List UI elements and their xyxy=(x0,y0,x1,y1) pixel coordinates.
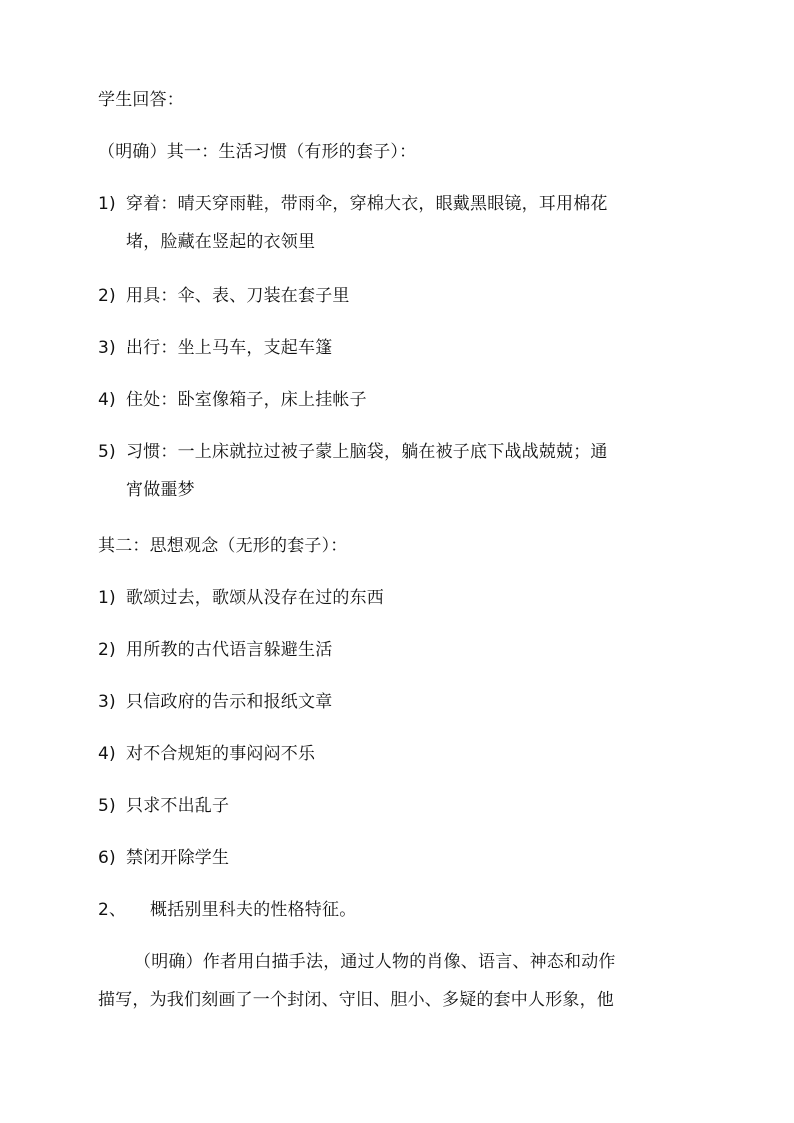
part2-title: 其二：思想观念（无形的套子）： xyxy=(98,536,348,556)
list-item xyxy=(98,691,332,713)
item-text: 穿着：晴天穿雨鞋，带雨伞，穿棉大衣，眼戴黑眼镜，耳用棉花 xyxy=(126,194,608,214)
list-item xyxy=(98,639,332,661)
item-number: 6) xyxy=(98,848,116,868)
item-text: 只信政府的告示和报纸文章 xyxy=(126,692,333,712)
item-text: 歌颂过去，歌颂从没存在过的东西 xyxy=(126,588,384,608)
item-number: 1) xyxy=(98,588,116,608)
item-continuation: 宵做噩梦 xyxy=(126,480,195,500)
question-text: 概括别里科夫的性格特征。 xyxy=(150,900,357,920)
list-item xyxy=(98,441,608,463)
item-text: 习惯：一上床就拉过被子蒙上脑袋，躺在被子底下战战兢兢；通 xyxy=(126,442,608,462)
list-item xyxy=(98,743,315,765)
list-item xyxy=(98,337,332,359)
part1-title: （明确）其一：生活习惯（有形的套子）： xyxy=(98,142,417,162)
item-text: 用具：伞、表、刀装在套子里 xyxy=(126,286,350,306)
item-text: 只求不出乱子 xyxy=(126,796,230,816)
item-number: 4) xyxy=(98,390,116,410)
item-number: 3) xyxy=(98,338,116,358)
item-number: 4) xyxy=(98,744,116,764)
item-text: 出行：坐上马车，支起车篷 xyxy=(126,338,333,358)
list-item xyxy=(98,285,350,307)
list-item xyxy=(98,587,384,609)
item-number: 3) xyxy=(98,692,116,712)
item-number: 2) xyxy=(98,640,116,660)
item-text: 对不合规矩的事闷闷不乐 xyxy=(126,744,316,764)
question-number: 2、 xyxy=(98,900,127,920)
list-item xyxy=(98,389,367,411)
item-number: 1) xyxy=(98,194,116,214)
item-text: 禁闭开除学生 xyxy=(126,848,230,868)
answer-line-1: （明确）作者用白描手法，通过人物的肖像、语言、神态和动作 xyxy=(134,952,616,972)
item-text: 住处：卧室像箱子，床上挂帐子 xyxy=(126,390,367,410)
list-item xyxy=(98,795,229,817)
question-2 xyxy=(98,899,356,921)
heading: 学生回答： xyxy=(98,90,184,110)
item-continuation: 堵，脸藏在竖起的衣领里 xyxy=(126,232,316,252)
item-text: 用所教的古代语言躲避生活 xyxy=(126,640,333,660)
item-number: 5) xyxy=(98,796,116,816)
list-item xyxy=(98,847,229,869)
item-number: 2) xyxy=(98,286,116,306)
list-item xyxy=(98,193,608,215)
answer-line-2: 描写，为我们刻画了一个封闭、守旧、胆小、多疑的套中人形象，他 xyxy=(98,990,614,1010)
item-number: 5) xyxy=(98,442,116,462)
